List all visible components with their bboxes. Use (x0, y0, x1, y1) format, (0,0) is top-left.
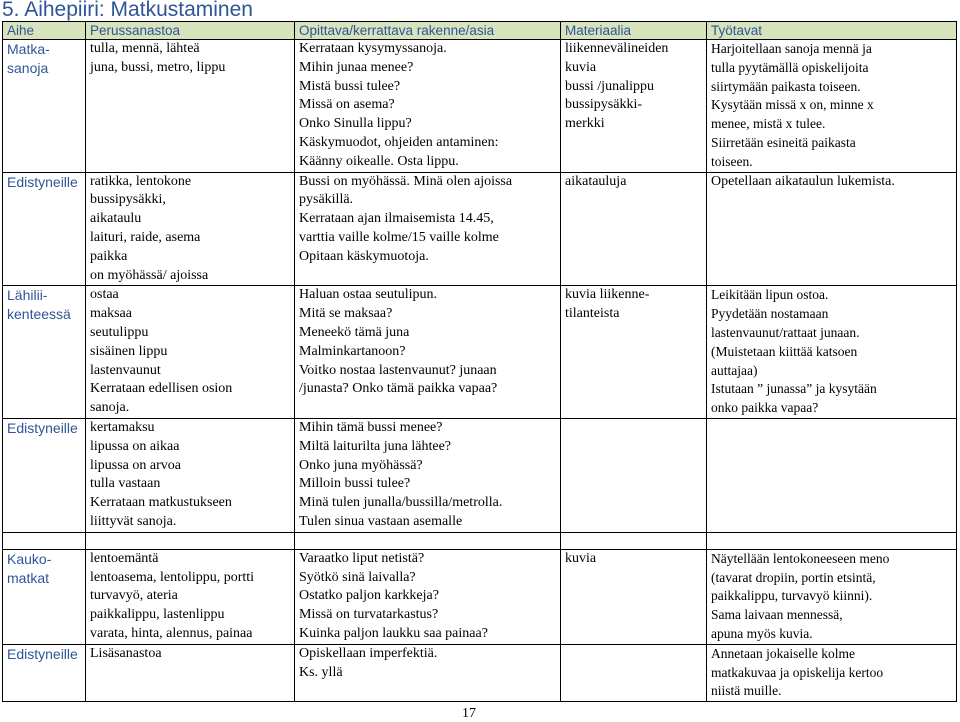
activities-line: Opetellaan aikataulun lukemista. (711, 173, 895, 189)
spacer-cell (86, 532, 295, 549)
activities-cell (707, 40, 957, 173)
structure-cell (295, 286, 561, 419)
structure-line: pysäkillä. (299, 192, 354, 208)
structure-line: Onko Sinulla lippu? (299, 116, 412, 132)
structure-cell (295, 549, 561, 644)
materials-cell (561, 549, 707, 644)
structure-line: Onko juna myöhässä? (299, 457, 423, 473)
topic-line: Kauko- (7, 550, 52, 567)
vocabulary-line: lipussa on arvoa (90, 457, 181, 473)
materials-cell (561, 172, 707, 286)
spacer-cell (707, 532, 957, 549)
table-row (3, 286, 957, 419)
vocabulary-line: tulla, mennä, lähteä (90, 41, 200, 56)
vocabulary-line: Kerrataan matkustukseen (90, 495, 232, 511)
materials-line: bussi /junalippu (565, 78, 655, 94)
structure-cell (295, 40, 561, 173)
vocabulary-line: laituri, raide, asema (90, 229, 201, 245)
page-title: 5. Aihepiiri: Matkustaminen (2, 0, 253, 21)
vocabulary-line: aikataulu (90, 211, 142, 227)
topic-cell (3, 286, 86, 419)
topic-line: Edistyneille (7, 173, 78, 190)
structure-line: Käänny oikealle. Osta lippu. (299, 153, 459, 169)
vocabulary-cell (86, 644, 295, 701)
structure-line: Käskymuodot, ohjeiden antaminen: (299, 134, 499, 150)
structure-line: Ks. yllä (299, 664, 343, 680)
vocabulary-line: turvavyö, ateria (90, 588, 178, 604)
activities-line: toiseen. (711, 153, 753, 169)
vocabulary-line: lentoasema, lentolippu, portti (90, 569, 255, 585)
topic-line: matkat (7, 569, 50, 586)
structure-line: Opiskellaan imperfektiä. (299, 645, 438, 661)
vocabulary-line: kertamaksu (90, 419, 155, 435)
vocabulary-line: maksaa (90, 306, 132, 322)
activities-cell (707, 549, 957, 644)
topic-line: Edistyneille (7, 419, 78, 436)
header-materials: Materiaalia (561, 22, 707, 40)
activities-line: Istutaan ” junassa” ja kysytään (711, 381, 877, 397)
table-header-row (3, 22, 957, 40)
activities-line: Harjoitellaan sanoja mennä ja (711, 41, 872, 56)
header-vocabulary: Perussanastoa (86, 22, 295, 40)
structure-line: Varaatko liput netistä? (299, 550, 425, 566)
structure-line: Missä on asema? (299, 97, 395, 113)
vocabulary-line: lastenvaunut (90, 362, 161, 378)
structure-line: Malminkartanoon? (299, 343, 406, 359)
topic-cell (3, 172, 86, 286)
vocabulary-cell (86, 418, 295, 532)
materials-line: kuvia liikenne- (565, 287, 650, 303)
materials-line: kuvia (565, 59, 597, 75)
vocabulary-line: sanoja. (90, 400, 130, 416)
activities-line: niistä muille. (711, 683, 782, 699)
activities-line: (Muistetaan kiittää katsoen (711, 343, 858, 359)
header-activities: Työtavat (707, 22, 957, 40)
activities-line: Leikitään lipun ostoa. (711, 287, 829, 303)
structure-line: Milloin bussi tulee? (299, 476, 411, 492)
spacer-row (3, 532, 957, 549)
activities-line: Kysytään missä x on, minne x (711, 97, 874, 113)
spacer-cell (3, 532, 86, 549)
activities-cell (707, 172, 957, 286)
vocabulary-line: lipussa on aikaa (90, 438, 180, 454)
structure-line: varttia vaille kolme/15 vaille kolme (299, 229, 499, 245)
materials-line: liikennevälineiden (565, 41, 669, 56)
structure-line: Opitaan käskymuotoja. (299, 248, 429, 264)
structure-cell (295, 644, 561, 701)
activities-cell (707, 644, 957, 701)
table-row (3, 549, 957, 644)
activities-line: lastenvaunut/rattaat junaan. (711, 324, 860, 340)
table-row (3, 172, 957, 286)
topic-line: Edistyneille (7, 645, 78, 662)
materials-line: kuvia (565, 550, 597, 566)
structure-line: /junasta? Onko tämä paikka vapaa? (299, 381, 498, 397)
activities-line: Sama laivaan mennessä, (711, 607, 843, 623)
activities-line: matkakuvaa ja opiskelija kertoo (711, 664, 884, 680)
structure-line: Mistä bussi tulee? (299, 78, 401, 94)
vocabulary-line: varata, hinta, alennus, painaa (90, 625, 253, 641)
structure-line: Meneekö tämä juna (299, 324, 410, 340)
header-topic: Aihe (3, 22, 86, 40)
vocabulary-line: sisäinen lippu (90, 343, 168, 359)
structure-cell (295, 418, 561, 532)
activities-cell (707, 418, 957, 532)
vocabulary-line: ostaa (90, 287, 119, 303)
activities-line: onko paikka vapaa? (711, 400, 819, 416)
structure-line: Mihin junaa menee? (299, 59, 414, 75)
structure-cell (295, 172, 561, 286)
vocabulary-line: Lisäsanastoa (90, 645, 162, 661)
activities-line: tulla pyytämällä opiskelijoita (711, 59, 869, 75)
activities-line: paikkalippu, turvavyö kiinni). (711, 588, 873, 604)
materials-cell (561, 40, 707, 173)
vocabulary-line: paikka (90, 248, 128, 264)
activities-line: Siirretään esineitä paikasta (711, 134, 856, 150)
vocabulary-line: bussipysäkki, (90, 192, 166, 208)
vocabulary-cell (86, 40, 295, 173)
spacer-cell (561, 532, 707, 549)
activities-line: apuna myös kuvia. (711, 625, 813, 641)
activities-line: Näytellään lentokoneeseen meno (711, 550, 890, 566)
vocabulary-cell (86, 172, 295, 286)
vocabulary-line: ratikka, lentokone (90, 173, 192, 189)
materials-cell (561, 644, 707, 701)
activities-line: menee, mistä x tulee. (711, 116, 826, 132)
structure-line: Missä on turvatarkastus? (299, 607, 439, 623)
header-structure: Opittava/kerrattava rakenne/asia (295, 22, 561, 40)
topic-line: kenteessä (7, 306, 71, 323)
structure-line: Kerrataan ajan ilmaisemista 14.45, (299, 211, 494, 227)
vocabulary-line: Kerrataan edellisen osion (90, 381, 233, 397)
structure-line: Voitko nostaa lastenvaunut? junaan (299, 362, 497, 378)
vocabulary-cell (86, 286, 295, 419)
structure-line: Miltä laiturilta juna lähtee? (299, 438, 451, 454)
topic-cell (3, 418, 86, 532)
materials-line: tilanteista (565, 306, 620, 322)
activities-line: Annetaan jokaiselle kolme (711, 645, 855, 661)
vocabulary-cell (86, 549, 295, 644)
vocabulary-line: lentoemäntä (90, 550, 159, 566)
structure-line: Minä tulen junalla/bussilla/metrolla. (299, 495, 503, 511)
structure-line: Tulen sinua vastaan asemalle (299, 513, 463, 529)
topic-line: sanoja (7, 59, 49, 76)
topic-cell (3, 549, 86, 644)
structure-line: Mitä se maksaa? (299, 306, 393, 322)
structure-line: Kerrataan kysymyssanoja. (299, 41, 447, 56)
materials-cell (561, 418, 707, 532)
activities-line: auttajaa) (711, 362, 758, 378)
vocabulary-line: seutulippu (90, 324, 149, 340)
structure-line: Ostatko paljon karkkeja? (299, 588, 439, 604)
table-row (3, 40, 957, 173)
lesson-plan-table (2, 21, 957, 702)
topic-cell (3, 40, 86, 173)
table-row (3, 644, 957, 701)
vocabulary-line: liittyvät sanoja. (90, 513, 177, 529)
activities-line: siirtymään paikasta toiseen. (711, 78, 861, 94)
topic-line: Matka- (7, 41, 50, 57)
structure-line: Mihin tämä bussi menee? (299, 419, 443, 435)
materials-line: bussipysäkki- (565, 97, 642, 113)
structure-line: Kuinka paljon laukku saa painaa? (299, 625, 488, 641)
topic-line: Lähilii- (7, 287, 48, 304)
topic-cell (3, 644, 86, 701)
vocabulary-line: tulla vastaan (90, 476, 161, 492)
structure-line: Bussi on myöhässä. Minä olen ajoissa (299, 173, 513, 189)
spacer-cell (295, 532, 561, 549)
vocabulary-line: juna, bussi, metro, lippu (90, 59, 226, 75)
structure-line: Syötkö sinä laivalla? (299, 569, 416, 585)
table-row (3, 418, 957, 532)
materials-line: merkki (565, 116, 605, 132)
vocabulary-line: on myöhässä/ ajoissa (90, 267, 209, 283)
activities-line: Pyydetään nostamaan (711, 306, 829, 322)
activities-cell (707, 286, 957, 419)
materials-line: aikatauluja (565, 173, 627, 189)
page-number: 17 (462, 706, 476, 721)
structure-line: Haluan ostaa seutulipun. (299, 287, 438, 303)
activities-line: (tavarat dropiin, portin etsintä, (711, 569, 876, 585)
vocabulary-line: paikkalippu, lastenlippu (90, 607, 225, 623)
materials-cell (561, 286, 707, 419)
